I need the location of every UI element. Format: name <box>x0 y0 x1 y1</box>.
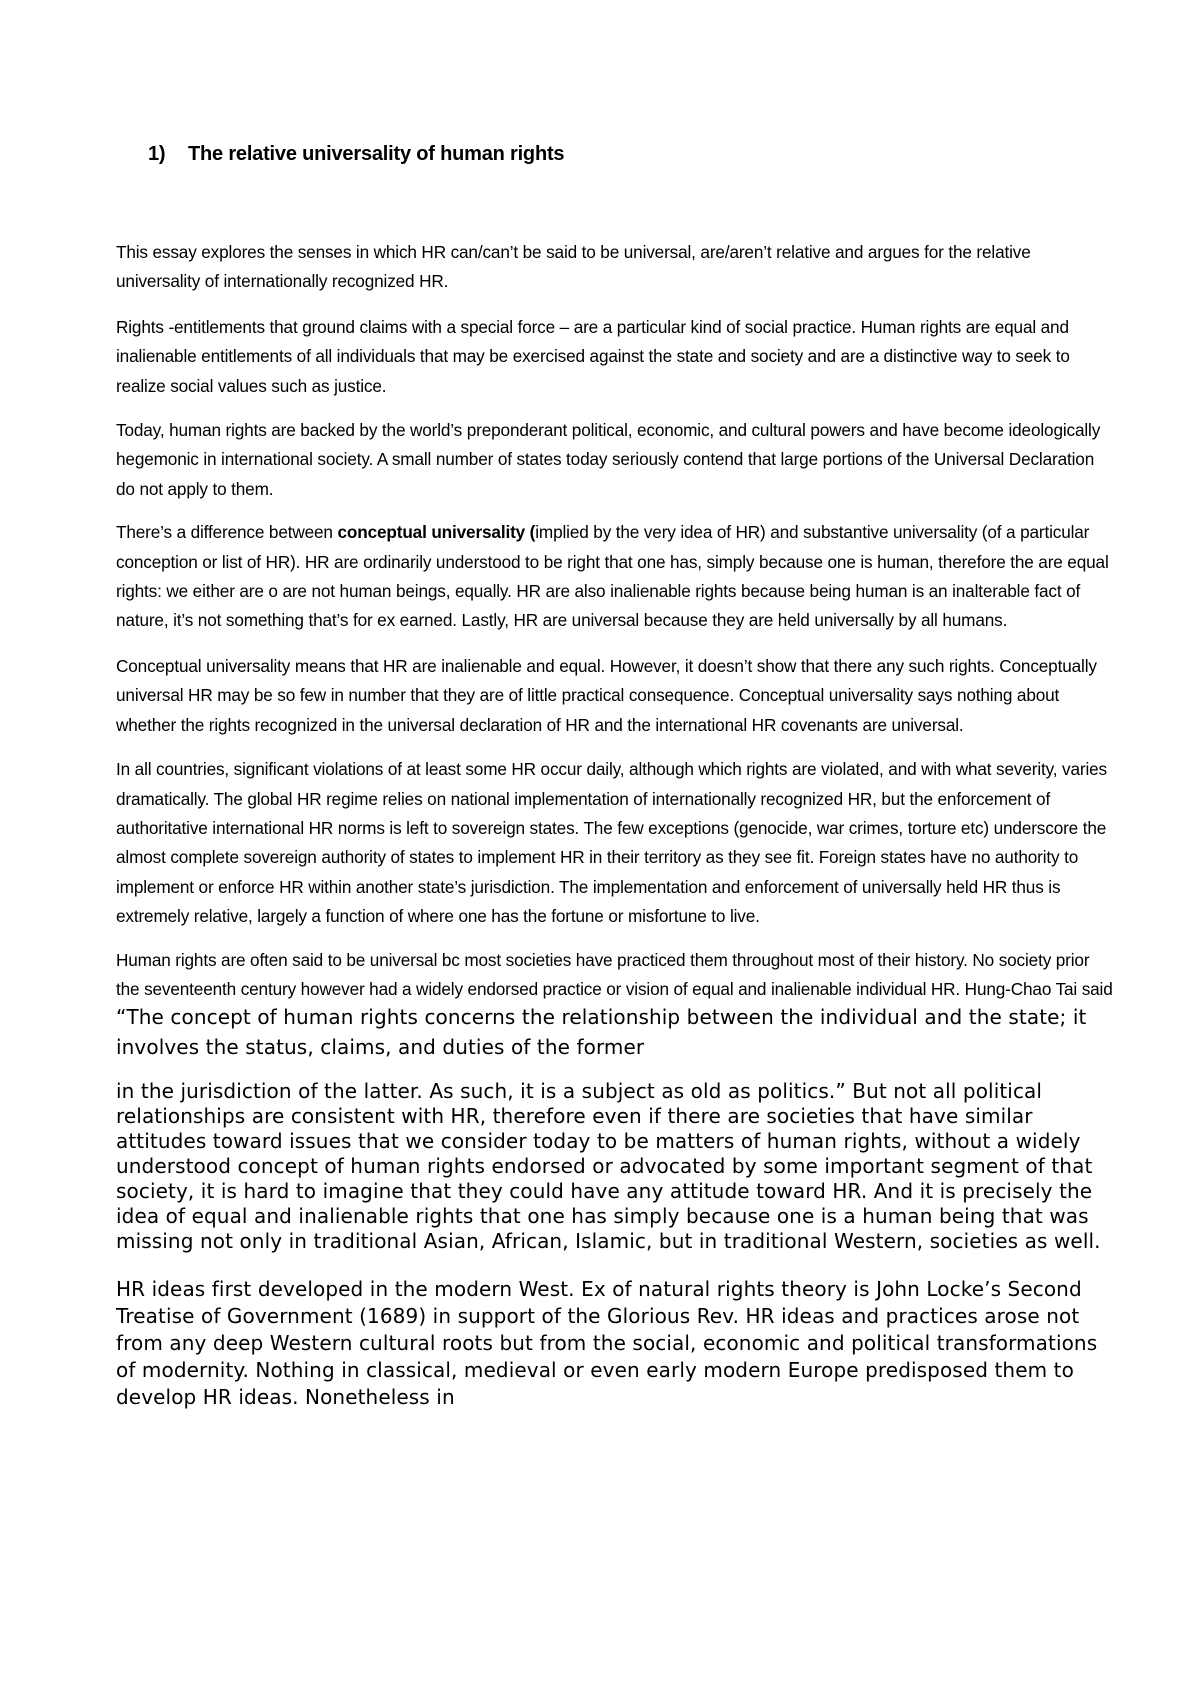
bold-term-conceptual-universality: conceptual universality ( <box>337 522 536 543</box>
paragraph-intro: This essay explores the senses in which HR can/can’t be said to be universal, are/aren’t relative and argues for the relative universality of internationally recognized HR. <box>116 242 1031 292</box>
paragraph-rights-definition: Rights -entitlements that ground claims with a special force – are a particular kind of social practice. Human rights are equal and inalienable entitlements of all individuals that may be exercised against the state and society and are a distinctive way to seek to realize social values such as justice. <box>116 316 1070 396</box>
section-title: The relative universality of human rights <box>188 143 565 165</box>
paragraph-violations: In all countries, significant violations of at least some HR occur daily, although which rights are violated, and with what severity, varies dramatically. The global HR regime relies on national implementation of internationally recognized HR, but the enforcement of authoritative international HR norms is left to sovereign states. The few exceptions (genocide, war crimes, torture etc) underscore the almost complete sovereign authority of states to implement HR in their territory as they see fit. Foreign states have no authority to implement or enforce HR within another state’s jurisdiction. The implementation and enforcement of universally held HR thus is extremely relative, largely a function of where one has the fortune or misfortune to live. <box>116 759 1107 927</box>
quote-hung-chao-tai: “The concept of human rights concerns the relationship between the individual and the state; it involves the status, claims, and duties of the former <box>116 1005 1087 1059</box>
paragraph-text-history: Human rights are often said to be universal bc most societies have practiced them throughout most of their history. No society prior the seventeenth century however had a widely endorsed practice or vision of equal and inalienable individual HR. Hung-Chao Tai said <box>116 949 1113 999</box>
paragraph-hegemony: Today, human rights are backed by the world’s preponderant political, economic, and cultural powers and have become ideologically hegemonic in international society. A small number of states today seriously contend that large portions of the Universal Declaration do not apply to them. <box>116 420 1101 499</box>
section-number: 1) <box>148 143 166 165</box>
paragraph-text-lead: There’s a difference between <box>116 522 338 543</box>
section-heading <box>148 143 564 166</box>
paragraph-conceptual-universality <box>116 518 1116 636</box>
paragraph-modern-west: HR ideas first developed in the modern West. Ex of natural rights theory is John Locke’s Second Treatise of Government (1689) in support of the Glorious Rev. HR ideas and practices arose not from any deep Western cultural roots but from the social, economic and political transformations of modernity. Nothing in classical, medieval or even early modern Europe predisposed them to develop HR ideas. Nonetheless in <box>116 1277 1098 1410</box>
essay-body <box>116 238 1116 1427</box>
paragraph-text-rest: implied by the very idea of HR) and substantive universality (of a particular conception or list of HR). HR are ordinarily understood to be right that one has, simply because one is human, therefore the are equal rights: we either are o are not human beings, equally. HR are also inalienable rights because being human is an inalterable fact of nature, it’s not something that’s for ex earned. Lastly, HR are universal because they are held universally by all humans. <box>116 522 1109 631</box>
paragraph-conceptual-meaning: Conceptual universality means that HR are inalienable and equal. However, it doesn’t show that there any such rights. Conceptually universal HR may be so few in number that they are of little practical consequence. Conceptual universality says nothing about whether the rights recognized in the universal declaration of HR and the international HR covenants are universal. <box>116 655 1097 735</box>
paragraph-political-relationships: in the jurisdiction of the latter. As such, it is a subject as old as politics.” But not all political relationships are consistent with HR, therefore even if there are societies that have similar attitudes toward issues that we consider today to be matters of human rights, without a widely understood concept of human rights endorsed or advocated by some important segment of that society, it is hard to imagine that they could have any attitude toward HR. And it is precisely the idea of equal and inalienable rights that one has simply because one is a human being that was missing not only in traditional Asian, African, Islamic, but in traditional Western, societies as well. <box>116 1079 1101 1254</box>
paragraph-history-quote <box>116 946 1116 1064</box>
